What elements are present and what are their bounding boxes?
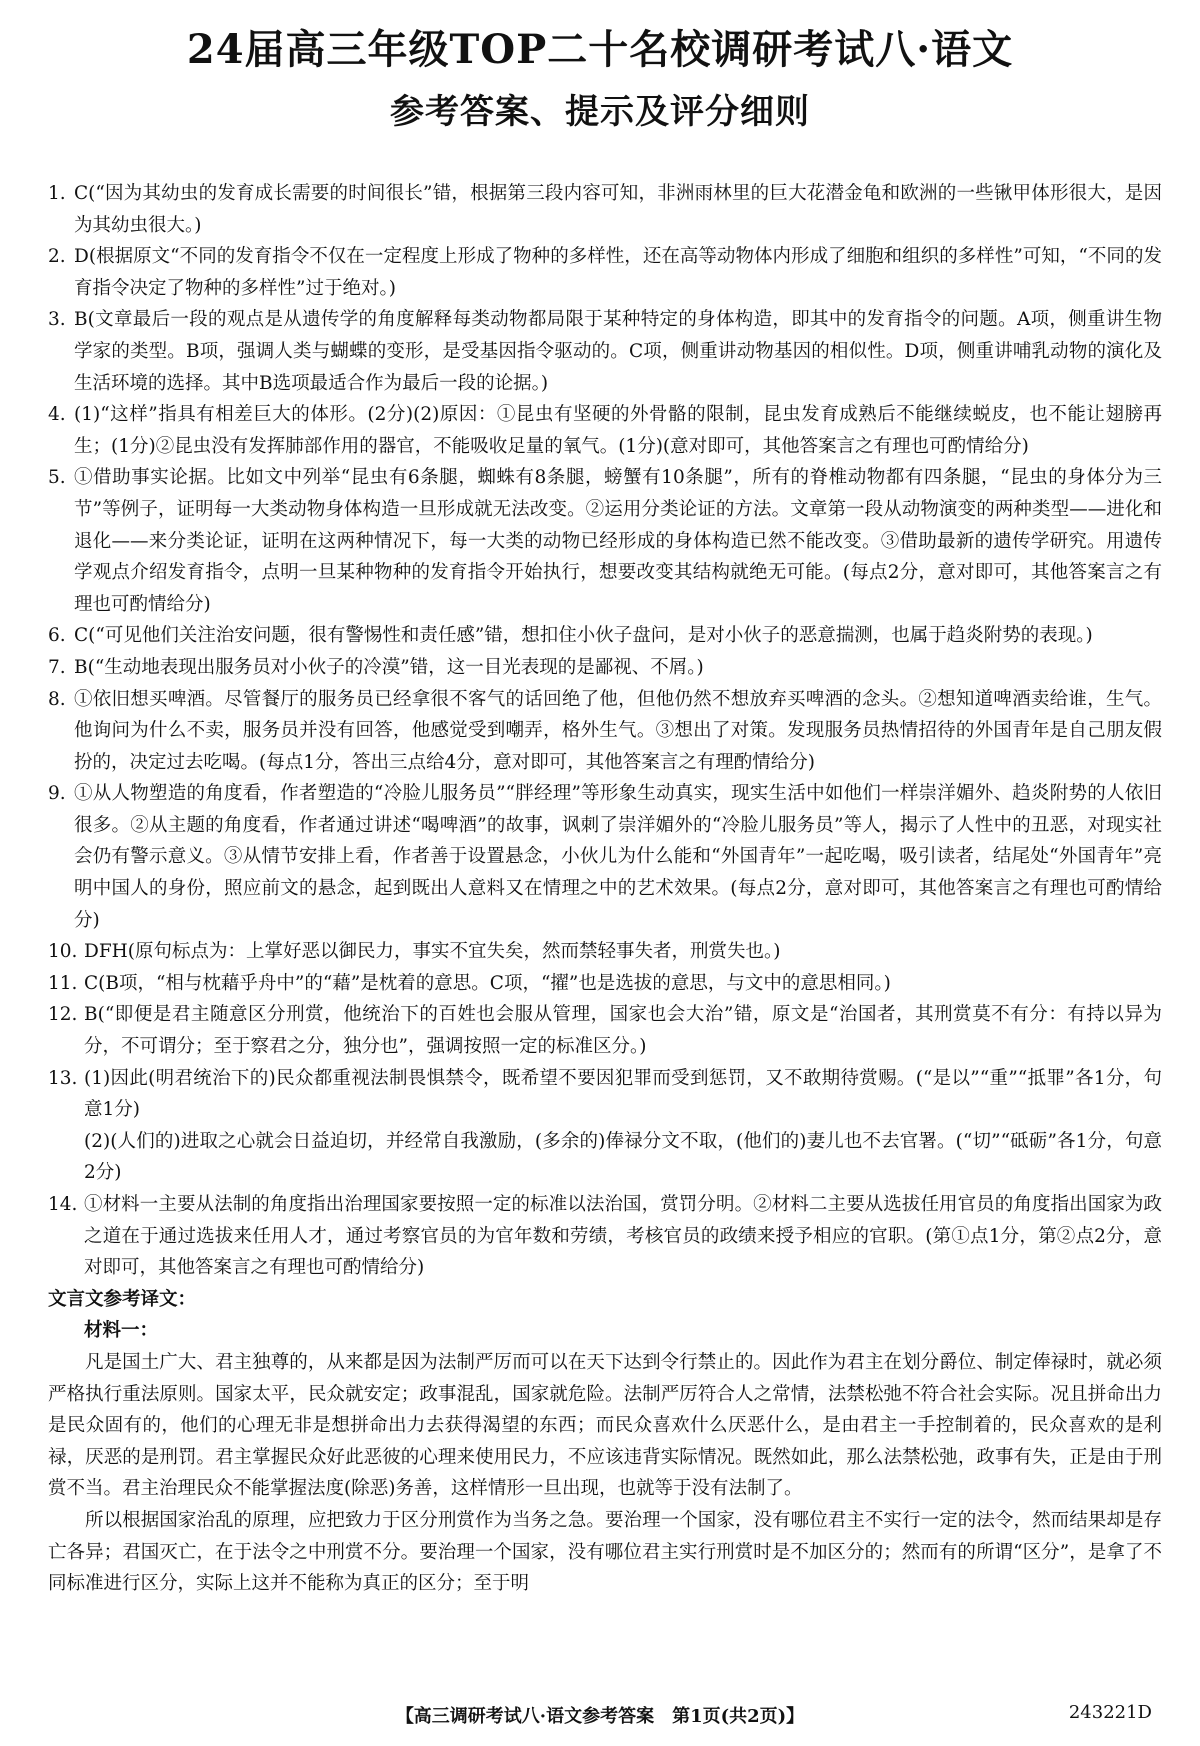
answer-text: C(B项，“相与枕藉乎舟中”的“藉”是枕着的意思。C项，“擢”也是选拔的意思，与文中的意思相同。): [84, 972, 891, 994]
material-label: 材料一：: [84, 1320, 159, 1342]
answer-number: 7.: [48, 656, 66, 678]
answer-item-1: [48, 178, 1162, 241]
answer-item-5: [48, 462, 1162, 620]
answer-text: (1)“这样”指具有相差巨大的体形。(2分)(2)原因：①昆虫有坚硬的外骨骼的限制，昆虫发育成熟后不能继续蜕皮，也不能让翅膀再生；(1分)②昆虫没有发挥肺部作用的器官，不能吸收足量的氧气。(1分)(意对即可，其他答案言之有理也可酌情给分): [74, 404, 1162, 457]
answer-item-9: [48, 778, 1162, 936]
answer-number: 1.: [48, 183, 66, 204]
answer-number: 4.: [48, 404, 66, 426]
answer-number: 3.: [48, 309, 66, 331]
answer-item-4: [48, 399, 1162, 462]
answer-item-7: [48, 652, 1162, 684]
answer-number: 5.: [48, 467, 66, 489]
answer-text: ①依旧想买啤酒。尽管餐厅的服务员已经拿很不客气的话回绝了他，但他仍然不想放弃买啤酒的念头。②想知道啤酒卖给谁，生气。他询问为什么不卖，服务员并没有回答，他感觉受到嘲弄，格外生气。③想出了对策。发现服务员热情招待的外国青年是自己朋友假扮的，决定过去吃喝。(每点1分，答出三点给4分，意对即可，其他答案言之有理酌情给分): [74, 688, 1162, 773]
answer-number: 10.: [48, 941, 78, 963]
footer-page-info: 【高三调研考试八·语文参考答案 第1页(共2页)】: [395, 1706, 805, 1727]
answer-text: DFH(原句标点为：上掌好恶以御民力，事实不宜失矣，然而禁轻事失者，刑赏失也。): [84, 941, 781, 963]
answer-text: B(文章最后一段的观点是从遗传学的角度解释每类动物都局限于某种特定的身体构造，即其中的发育指令的问题。A项，侧重讲生物学家的类型。B项，强调人类与蝴蝶的变形，是受基因指令驱动的。C项，侧重讲动物基因的相似性。D项，侧重讲哺乳动物的演化及生活环境的选择。其中B选项最适合作为最后一段的论据。): [74, 309, 1162, 394]
answer-text: D(根据原文“不同的发育指令不仅在一定程度上形成了物种的多样性，还在高等动物体内形成了细胞和组织的多样性”可知，“不同的发育指令决定了物种的多样性”过于绝对。): [74, 246, 1162, 299]
answer-item-13: [48, 1063, 1162, 1189]
answer-item-6: [48, 620, 1162, 652]
page-subtitle: 参考答案、提示及评分细则: [390, 92, 810, 132]
page-footer: [0, 1702, 1200, 1732]
answer-number: 12.: [48, 1004, 78, 1026]
answer-item-11: [48, 968, 1162, 1000]
answer-item-2: [48, 241, 1162, 304]
answer-number: 14.: [48, 1194, 78, 1215]
answer-text: (1)因此(明君统治下的)民众都重视法制畏惧禁令，既希望不要因犯罪而受到惩罚，又不敢期待赏赐。(“是以”“重”“抵罪”各1分，句意1分): [84, 1067, 1162, 1121]
answer-text: ①从人物塑造的角度看，作者塑造的“冷脸儿服务员”“胖经理”等形象生动真实，现实生活中如他们一样崇洋媚外、趋炎附势的人依旧很多。②从主题的角度看，作者通过讲述“喝啤酒”的故事，讽刺了崇洋媚外的“冷脸儿服务员”等人，揭示了人性中的丑恶，对现实社会仍有警示意义。③从情节安排上看，作者善于设置悬念，小伙儿为什么能和“外国青年”一起吃喝，吸引读者，结尾处“外国青年”亮明中国人的身份，照应前文的悬念，起到既出人意料又在情理之中的艺术效果。(每点2分，意对即可，其他答案言之有理也可酌情给分): [74, 783, 1162, 931]
page-title: 24届高三年级TOP二十名校调研考试八·语文: [186, 26, 1014, 73]
answer-number: 6.: [48, 625, 66, 647]
answer-text: B(“生动地表现出服务员对小伙子的冷漠”错，这一目光表现的是鄙视、不屑。): [74, 656, 704, 678]
answer-text: C(“可见他们关注治安问题，很有警惕性和责任感”错，想扣住小伙子盘问，是对小伙子的恶意揣测，也属于趋炎附势的表现。): [74, 625, 1093, 647]
answer-item-8: [48, 684, 1162, 779]
answer-number: 11.: [48, 972, 78, 994]
answer-text-part-2: (2)(人们的)进取之心就会日益迫切，并经常自我激励，(多余的)俸禄分文不取，(他们的)妻儿也不去官署。(“切”“砥砺”各1分，句意2分): [84, 1130, 1162, 1184]
answer-item-12: [48, 999, 1162, 1062]
answer-list: [48, 178, 1162, 1600]
answer-number: 8.: [48, 688, 66, 710]
answer-item-10: [48, 936, 1162, 968]
answer-item-14: [48, 1189, 1162, 1284]
footer-code: 243221D: [1068, 1702, 1152, 1723]
translation-paragraph-1: 凡是国土广大、君主独尊的，从来都是因为法制严厉而可以在天下达到令行禁止的。因此作为君主在划分爵位、制定俸禄时，就必须严格执行重法原则。国家太平，民众就安定；政事混乱，国家就危险。法制严厉符合人之常情，法禁松弛不符合社会实际。况且拼命出力是民众固有的，他们的心理无非是想拼命出力去获得渴望的东西；而民众喜欢什么厌恶什么，是由君主一手控制着的，民众喜欢的是利禄，厌恶的是刑罚。君主掌握民众好此恶彼的心理来使用民力，不应该违背实际情况。既然如此，那么法禁松弛，政事有失，正是由于刑赏不当。君主治理民众不能掌握法度(除恶)务善，这样情形一旦出现，也就等于没有法制了。: [48, 1351, 1162, 1500]
answer-text: ①材料一主要从法制的角度指出治理国家要按照一定的标准以法治国，赏罚分明。②材料二主要从选拔任用官员的角度指出国家为政之道在于通过选拔来任用人才，通过考察官员的为官年数和劳绩，考核官员的政绩来授予相应的官职。(第①点1分，第②点2分，意对即可，其他答案言之有理也可酌情给分): [84, 1194, 1162, 1279]
answer-item-3: [48, 304, 1162, 399]
answer-text: C(“因为其幼虫的发育成长需要的时间很长”错，根据第三段内容可知，非洲雨林里的巨大花潜金龟和欧洲的一些锹甲体形很大，是因为其幼虫很大。): [74, 183, 1162, 236]
answer-text: B(“即便是君主随意区分刑赏，他统治下的百姓也会服从管理，国家也会大治”错，原文是“治国者，其刑赏莫不有分：有持以异为分，不可谓分；至于察君之分，独分也”，强调按照一定的标准区分。): [84, 1004, 1162, 1058]
answer-number: 9.: [48, 783, 66, 805]
answer-text: ①借助事实论据。比如文中列举“昆虫有6条腿，蜘蛛有8条腿，螃蟹有10条腿”，所有的脊椎动物都有四条腿，“昆虫的身体分为三节”等例子，证明每一大类动物身体构造一旦形成就无法改变。②运用分类论证的方法。文章第一段从动物演变的两种类型——进化和退化——来分类论证，证明在这两种情况下，每一大类的动物已经形成的身体构造已然不能改变。③借助最新的遗传学研究。用遗传学观点介绍发育指令，点明一旦某种物种的发育指令开始执行，想要改变其结构就绝无可能。(每点2分，意对即可，其他答案言之有理也可酌情给分): [74, 467, 1162, 615]
translation-heading: 文言文参考译文：: [48, 1288, 197, 1310]
translation-paragraph-2: 所以根据国家治乱的原理，应把致力于区分刑赏作为当务之急。要治理一个国家，没有哪位君主不实行一定的法令，然而结果却是存亡各异；君国灭亡，在于法令之中刑赏不分。要治理一个国家，没有哪位君主实行刑赏时是不加区分的；然而有的所谓“区分”，是拿了不同标准进行区分，实际上这并不能称为真正的区分；至于明: [48, 1509, 1162, 1595]
answer-number: 13.: [48, 1067, 78, 1089]
answer-number: 2.: [48, 246, 66, 268]
